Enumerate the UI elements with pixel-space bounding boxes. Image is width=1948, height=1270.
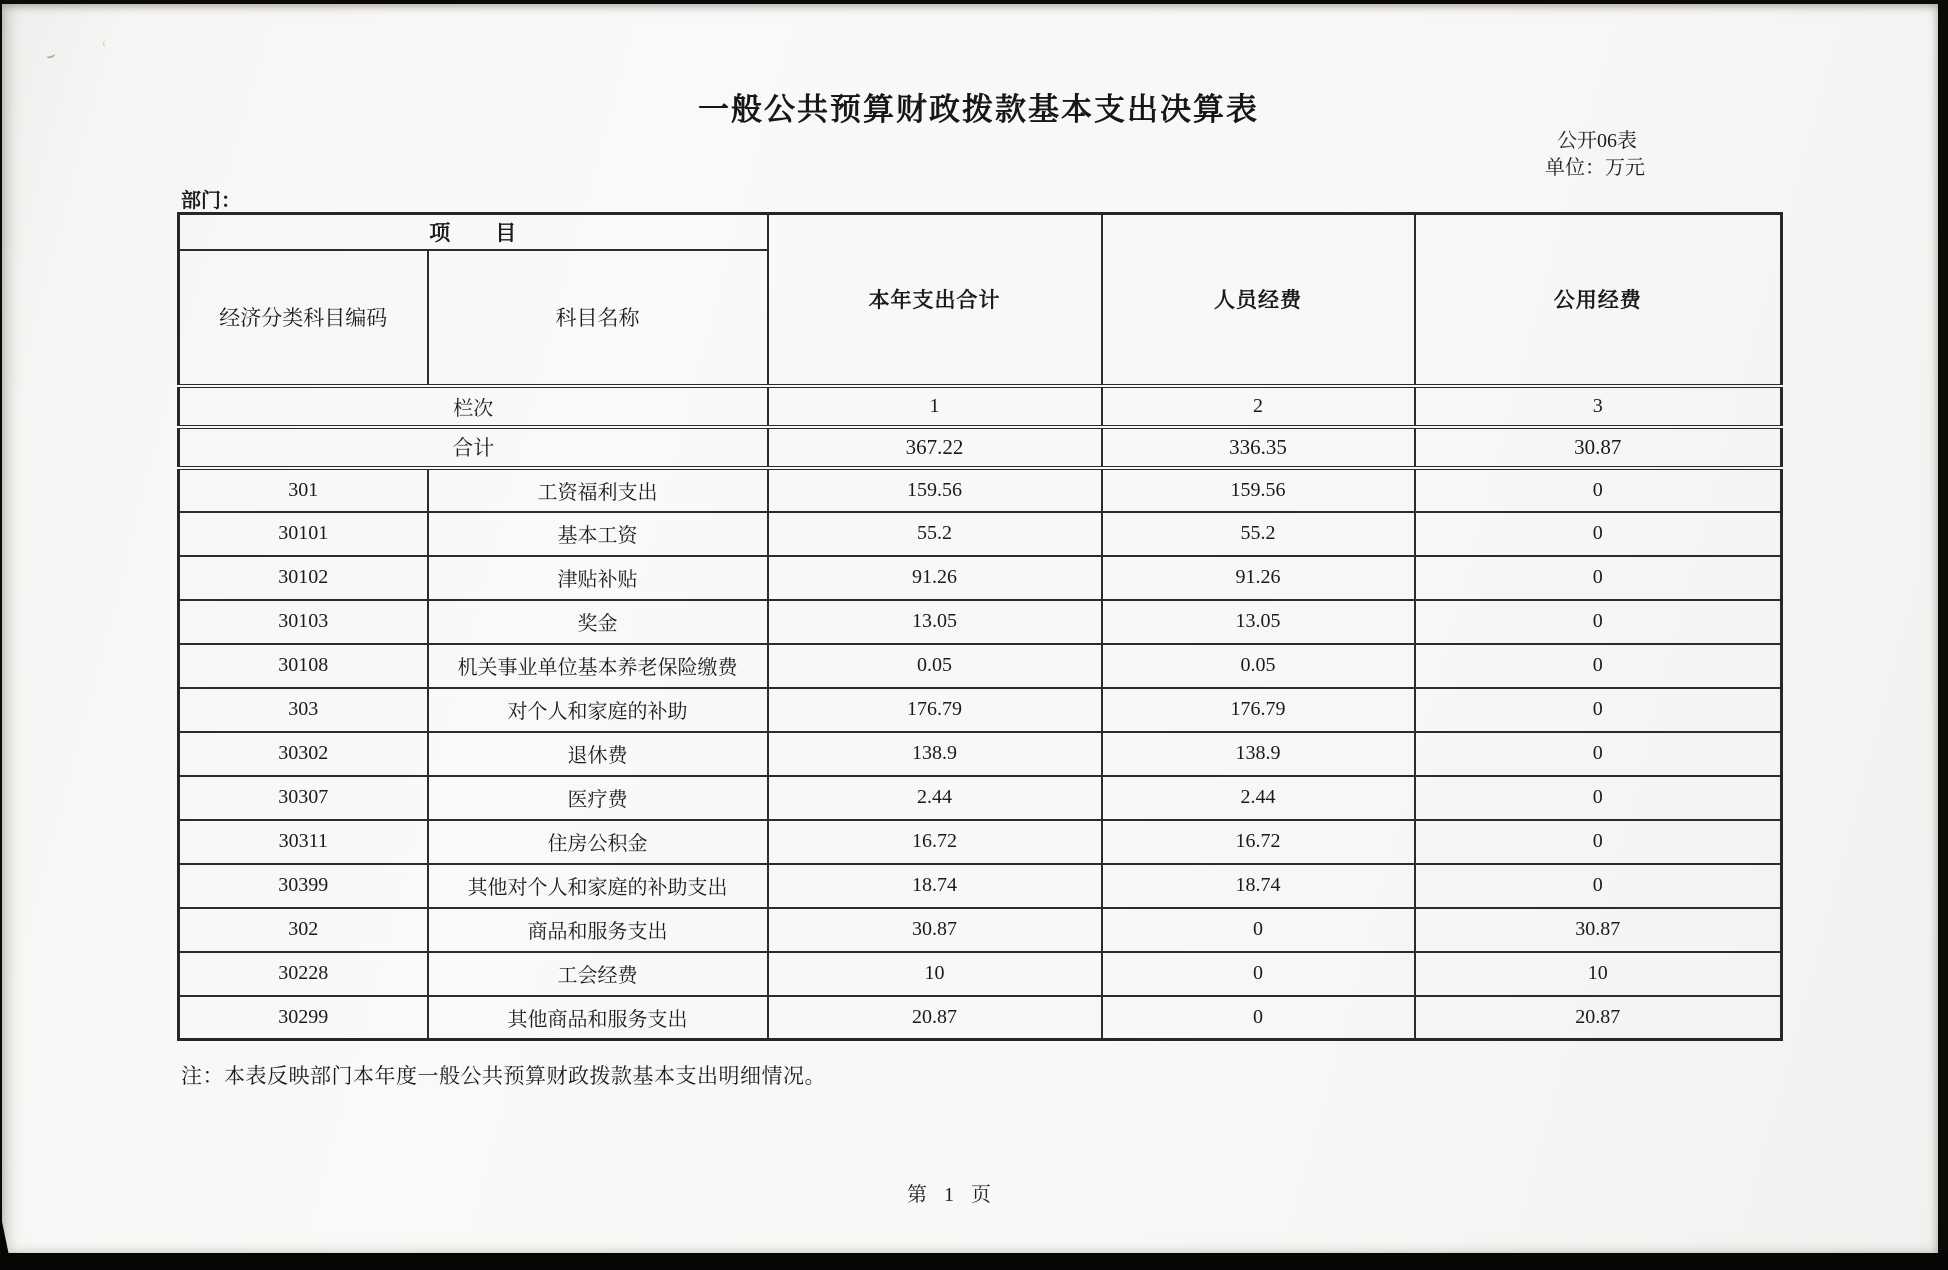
cell-total: 16.72 [768,820,1102,864]
cell-name: 基本工资 [428,512,768,556]
table-row [179,732,1782,776]
cell-name: 机关事业单位基本养老保险缴费 [428,644,768,688]
cell-total: 55.2 [768,512,1102,556]
cell-code: 30101 [179,512,428,556]
cell-code: 30102 [179,556,428,600]
cell-code: 30108 [179,644,428,688]
department-label: 部门： [181,190,241,212]
cell-total: 10 [768,952,1102,996]
cell-code: 30103 [179,600,428,644]
total-label: 合计 [179,427,768,468]
cell-personnel: 2.44 [1102,776,1415,820]
cell-personnel: 176.79 [1102,688,1415,732]
cell-personnel: 16.72 [1102,820,1415,864]
cell-personnel: 91.26 [1102,556,1415,600]
header-col-name: 科目名称 [428,250,768,386]
cell-public: 10 [1415,952,1782,996]
cell-code: 30228 [179,952,428,996]
cell-code: 30307 [179,776,428,820]
cell-public: 0 [1415,468,1782,512]
cell-personnel: 0 [1102,908,1415,952]
total-personnel: 336.35 [1102,427,1415,468]
header-col-total: 本年支出合计 [768,214,1102,386]
table-row [179,820,1782,864]
table-row [179,776,1782,820]
header-project-group: 项 目 [179,214,768,250]
cell-name: 工资福利支出 [428,468,768,512]
cell-code: 30302 [179,732,428,776]
form-code-label: 公开06表 [1557,130,1637,152]
cell-public: 0 [1415,864,1782,908]
cell-name: 工会经费 [428,952,768,996]
cell-public: 20.87 [1415,996,1782,1040]
lanci-col-2: 2 [1102,386,1415,427]
cell-name: 退休费 [428,732,768,776]
table-row [179,556,1782,600]
cell-name: 医疗费 [428,776,768,820]
lanci-label: 栏次 [179,386,768,427]
cell-name: 对个人和家庭的补助 [428,688,768,732]
cell-code: 30311 [179,820,428,864]
header-col-code: 经济分类科目编码 [179,250,428,386]
cell-public: 30.87 [1415,908,1782,952]
cell-total: 20.87 [768,996,1102,1040]
cell-public: 0 [1415,688,1782,732]
page-number: 第 1 页 [907,1184,997,1206]
scan-artifact [103,40,110,47]
table-row [179,512,1782,556]
cell-public: 0 [1415,820,1782,864]
cell-total: 2.44 [768,776,1102,820]
lanci-col-1: 1 [768,386,1102,427]
cell-name: 其他对个人和家庭的补助支出 [428,864,768,908]
cell-code: 303 [179,688,428,732]
cell-public: 0 [1415,732,1782,776]
table-row [179,468,1782,512]
cell-personnel: 0.05 [1102,644,1415,688]
cell-name: 奖金 [428,600,768,644]
cell-code: 301 [179,468,428,512]
unit-label: 单位：万元 [1545,157,1645,179]
cell-total: 0.05 [768,644,1102,688]
cell-total: 91.26 [768,556,1102,600]
total-public: 30.87 [1415,427,1782,468]
cell-public: 0 [1415,776,1782,820]
header-col-public: 公用经费 [1415,214,1782,386]
table-row [179,952,1782,996]
cell-public: 0 [1415,644,1782,688]
table-row [179,996,1782,1040]
cell-personnel: 138.9 [1102,732,1415,776]
scan-bottom-edge [0,1253,1948,1270]
table-row [179,644,1782,688]
table-row [179,908,1782,952]
cell-total: 159.56 [768,468,1102,512]
cell-personnel: 18.74 [1102,864,1415,908]
cell-code: 30299 [179,996,428,1040]
cell-total: 30.87 [768,908,1102,952]
cell-total: 176.79 [768,688,1102,732]
cell-public: 0 [1415,556,1782,600]
table-row [179,864,1782,908]
cell-total: 138.9 [768,732,1102,776]
cell-name: 津贴补贴 [428,556,768,600]
cell-personnel: 0 [1102,952,1415,996]
table-row [179,600,1782,644]
form-meta [1545,128,1795,182]
lanci-col-3: 3 [1415,386,1782,427]
cell-personnel: 159.56 [1102,468,1415,512]
cell-personnel: 0 [1102,996,1415,1040]
total-amount: 367.22 [768,427,1102,468]
cell-public: 0 [1415,600,1782,644]
cell-total: 13.05 [768,600,1102,644]
budget-table [177,212,1783,1041]
cell-code: 30399 [179,864,428,908]
header-col-personnel: 人员经费 [1102,214,1415,386]
cell-name: 住房公积金 [428,820,768,864]
cell-total: 18.74 [768,864,1102,908]
cell-personnel: 13.05 [1102,600,1415,644]
cell-name: 其他商品和服务支出 [428,996,768,1040]
cell-public: 0 [1415,512,1782,556]
cell-name: 商品和服务支出 [428,908,768,952]
table-row [179,688,1782,732]
cell-personnel: 55.2 [1102,512,1415,556]
cell-code: 302 [179,908,428,952]
note-text: 注：本表反映部门本年度一般公共预算财政拨款基本支出明细情况。 [181,1064,826,1088]
page-title: 一般公共预算财政拨款基本支出决算表 [698,92,1259,127]
